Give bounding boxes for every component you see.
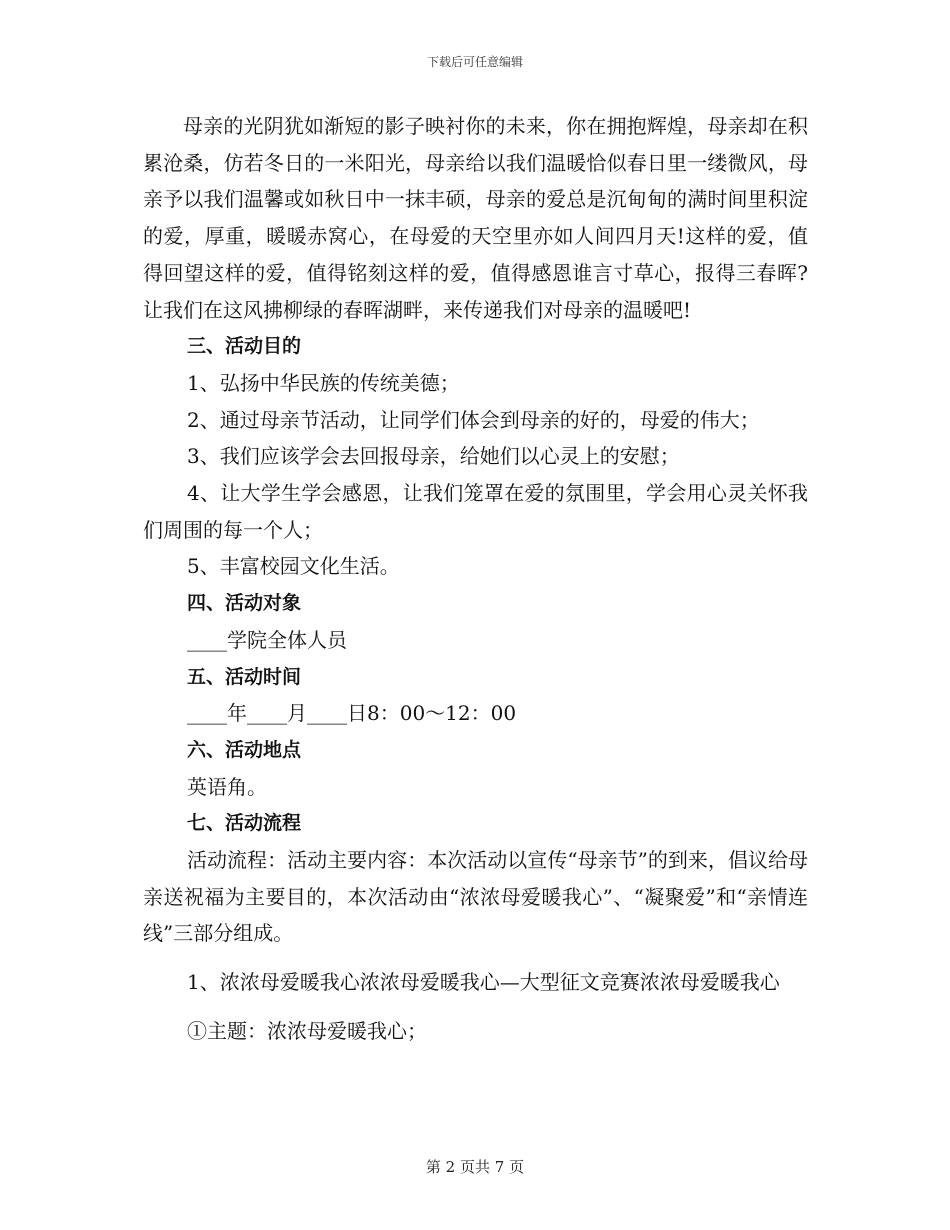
page-header: 下载后可任意编辑	[426, 55, 523, 69]
spacer	[143, 1001, 808, 1013]
page-footer: 第 2 页共 7 页	[425, 1158, 525, 1176]
section-heading-audience: 四、活动对象	[187, 592, 302, 615]
spacer	[143, 952, 808, 964]
section-heading-purpose: 三、活动目的	[187, 335, 302, 358]
time-text: ____年____月____日8：00～12：00	[187, 701, 517, 726]
section-heading-time: 五、活动时间	[187, 665, 302, 688]
purpose-item-4: 4、让大学生学会感恩，让我们笼罩在爱的氛围里，学会用心灵关怀我们周围的每一个人；	[143, 481, 808, 542]
process-item-1: 1、浓浓母爱暖我心浓浓母爱暖我心—大型征文竞赛浓浓母爱暖我心	[187, 970, 780, 995]
purpose-item-3: 3、我们应该学会去回报母亲，给她们以心灵上的安慰；	[187, 444, 680, 469]
intro-paragraph: 母亲的光阴犹如渐短的影子映衬你的未来，你在拥抱辉煌，母亲却在积累沧桑，仿若冬日的一米阳光，母亲给以我们温暖恰似春日里一缕微风，母亲予以我们温馨或如秋日中一抹丰硕，母亲的爱总是沉甸甸的满时间里积淀的爱，厚重，暖暖赤窝心，在母爱的天空里亦如人间四月天!这样的爱，值得回望这样的爱，值得铭刻这样的爱，值得感恩谁言寸草心，报得三春晖?让我们在这风拂柳绿的春晖湖畔，来传递我们对母亲的温暖吧!	[143, 114, 808, 322]
section-heading-process: 七、活动流程	[187, 812, 302, 835]
section-heading-location: 六、活动地点	[187, 738, 302, 761]
location-text: 英语角。	[187, 774, 267, 799]
document-body	[143, 108, 808, 1050]
audience-text: ____学院全体人员	[187, 627, 347, 652]
purpose-item-1: 1、弘扬中华民族的传统美德；	[187, 370, 460, 395]
theme-text: ①主题：浓浓母爱暖我心；	[187, 1018, 427, 1043]
process-text: 活动流程：活动主要内容：本次活动以宣传“母亲节”的到来，倡议给母亲送祝福为主要目的，本次活动由“浓浓母爱暖我心”、“凝聚爱”和“亲情连线”三部分组成。	[143, 848, 808, 946]
purpose-item-2: 2、通过母亲节活动，让同学们体会到母亲的好的，母爱的伟大；	[187, 407, 760, 432]
purpose-item-5: 5、丰富校园文化生活。	[187, 554, 400, 579]
